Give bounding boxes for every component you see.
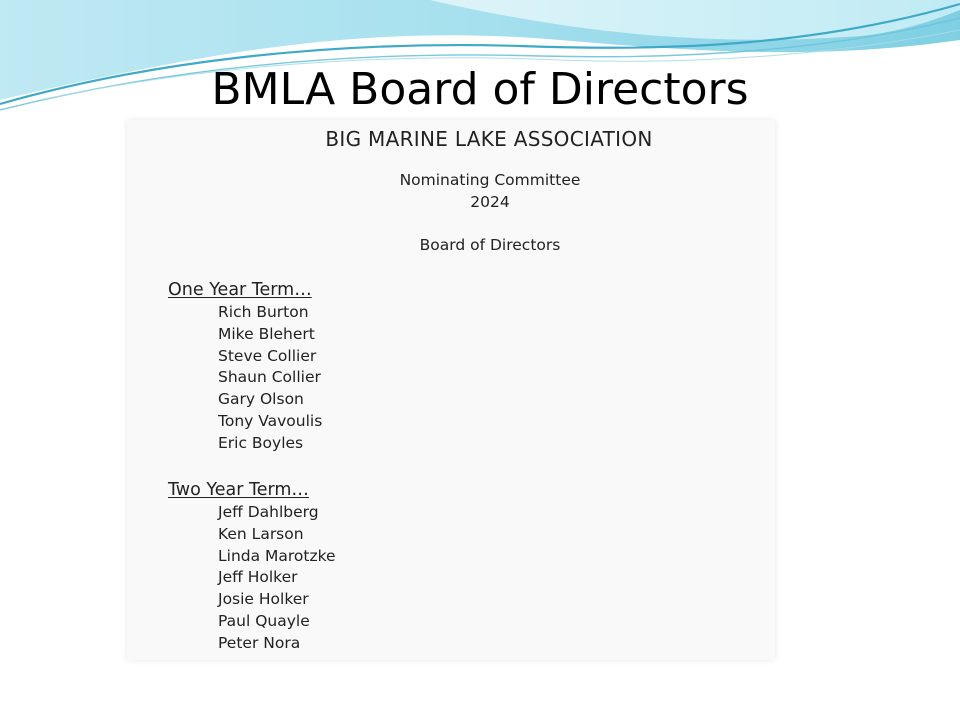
year-heading: 2024 xyxy=(470,193,510,211)
list-item: Rich Burton xyxy=(218,303,309,321)
two-year-term-heading: Two Year Term… xyxy=(168,480,309,500)
list-item: Jeff Dahlberg xyxy=(218,503,319,521)
page-title: BMLA Board of Directors xyxy=(211,64,749,115)
list-item: Steve Collier xyxy=(218,346,317,365)
board-heading: Board of Directors xyxy=(419,236,561,254)
list-item: Eric Boyles xyxy=(218,433,304,452)
list-item: Paul Quayle xyxy=(218,611,310,630)
list-item: Peter Nora xyxy=(218,633,301,652)
organization-heading: BIG MARINE LAKE ASSOCIATION xyxy=(325,127,653,151)
list-item: Shaun Collier xyxy=(218,368,321,387)
list-item: Linda Marotzke xyxy=(218,546,336,565)
list-item: Jeff Holker xyxy=(218,568,298,587)
one-year-term-list xyxy=(218,302,322,455)
list-item: Ken Larson xyxy=(218,524,304,543)
list-item: Tony Vavoulis xyxy=(218,411,323,430)
list-item: Mike Blehert xyxy=(218,324,315,343)
list-item: Josie Holker xyxy=(218,590,309,609)
committee-heading: Nominating Committee xyxy=(399,171,581,189)
nominating-document xyxy=(127,120,775,660)
one-year-term-heading: One Year Term… xyxy=(168,280,312,300)
two-year-term-list xyxy=(218,502,336,655)
list-item: Gary Olson xyxy=(218,390,304,409)
